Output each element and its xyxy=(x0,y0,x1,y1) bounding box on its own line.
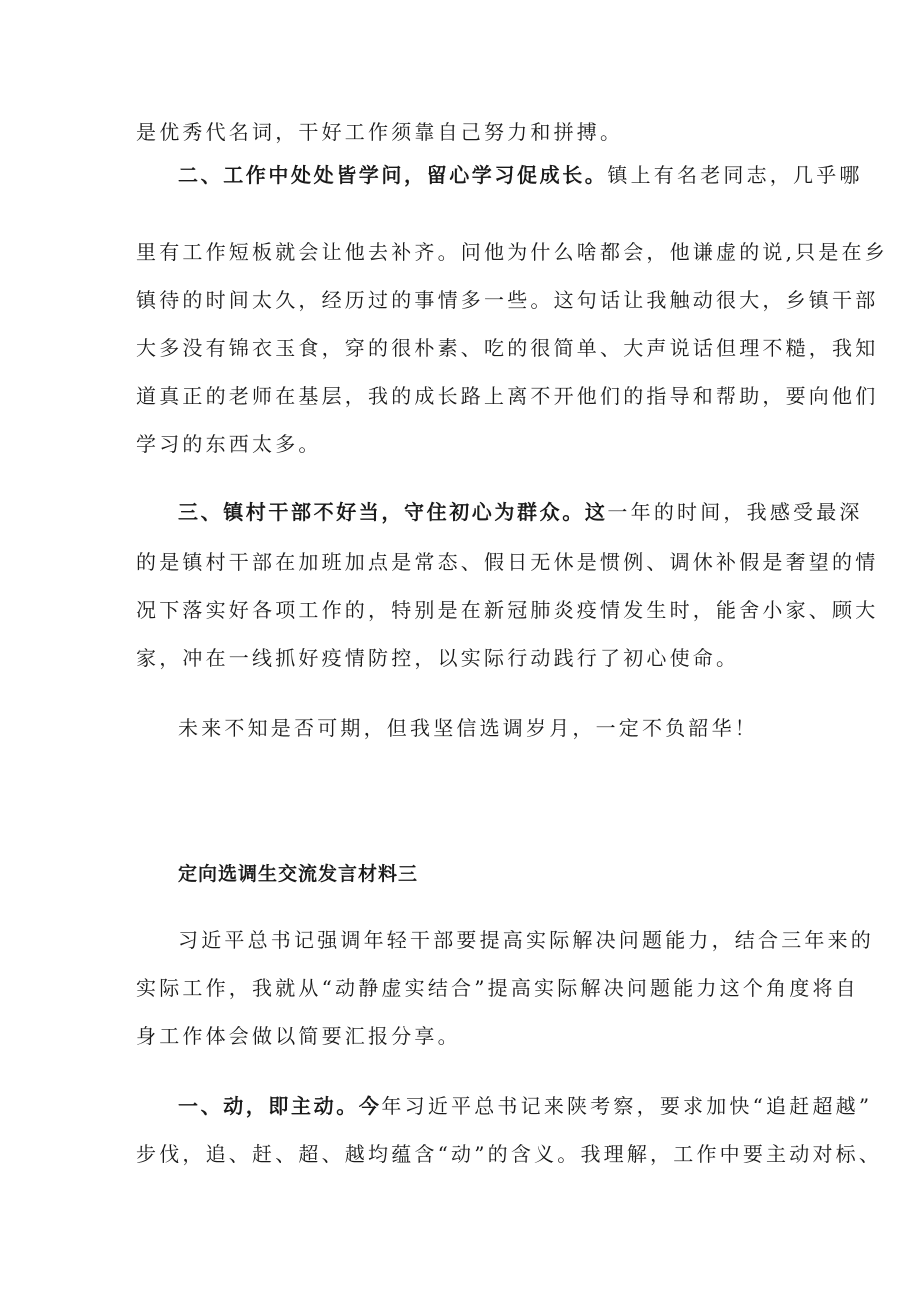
paragraph-lead-text: 一年的时间，我感受最深 xyxy=(607,500,863,524)
paragraph-line: 家，冲在一线抓好疫情防控，以实际行动践行了初心使命。 xyxy=(136,646,740,670)
paragraph-line: 未来不知是否可期，但我坚信选调岁月，一定不负韶华！ xyxy=(178,716,758,740)
paragraph-lead-line: 习近平总书记强调年轻干部要提高实际解决问题能力，结合三年来的 xyxy=(178,928,874,952)
paragraph-lead-text: 年习近平总书记来陕考察，要求加快“追赶超越” xyxy=(381,1094,873,1118)
paragraph-lead-line xyxy=(178,1092,872,1120)
paragraph-heading: 一、动，即主动。 xyxy=(178,1094,359,1118)
paragraph-line: 身工作体会做以简要汇报分享。 xyxy=(136,1024,461,1048)
paragraph-lead-line xyxy=(178,498,863,526)
paragraph-heading: 二、工作中处处皆学问，留心学习促成长。 xyxy=(178,163,608,187)
paragraph-line: 步伐，追、赶、超、越均蕴含“动”的含义。我理解，工作中要主动对标、 xyxy=(136,1142,883,1166)
paragraph-line: 学习的东西太多。 xyxy=(136,432,322,456)
paragraph-line: 况下落实好各项工作的，特别是在新冠肺炎疫情发生时，能舍小家、顾大 xyxy=(136,598,879,622)
paragraph-line: 是优秀代名词，干好工作须靠自己努力和拼搏。 xyxy=(136,120,624,144)
paragraph-lead-text: 镇上有名老同志，几乎哪 xyxy=(607,163,863,187)
paragraph-line: 实际工作，我就从“动静虚实结合”提高实际解决问题能力这个角度将自 xyxy=(136,976,859,1000)
paragraph-line: 镇待的时间太久，经历过的事情多一些。这句话让我触动很大，乡镇干部 xyxy=(136,288,879,312)
paragraph-line: 里有工作短板就会让他去补齐。问他为什么啥都会，他谦虚的说,只是在乡 xyxy=(136,240,888,264)
section-title: 定向选调生交流发言材料三 xyxy=(178,863,419,885)
paragraph-line: 大多没有锦衣玉食，穿的很朴素、吃的很简单、大声说话但理不糙，我知 xyxy=(136,336,879,360)
paragraph-heading: 三、镇村干部不好当，守住初心为群众。 xyxy=(178,500,585,524)
paragraph-lead-line xyxy=(178,161,863,189)
paragraph-lead-bold: 今 xyxy=(358,1094,382,1118)
paragraph-lead-bold: 这 xyxy=(584,500,608,524)
paragraph-line: 的是镇村干部在加班加点是常态、假日无休是惯例、调休补假是奢望的情 xyxy=(136,550,879,574)
paragraph-line: 道真正的老师在基层，我的成长路上离不开他们的指导和帮助，要向他们 xyxy=(136,384,879,408)
